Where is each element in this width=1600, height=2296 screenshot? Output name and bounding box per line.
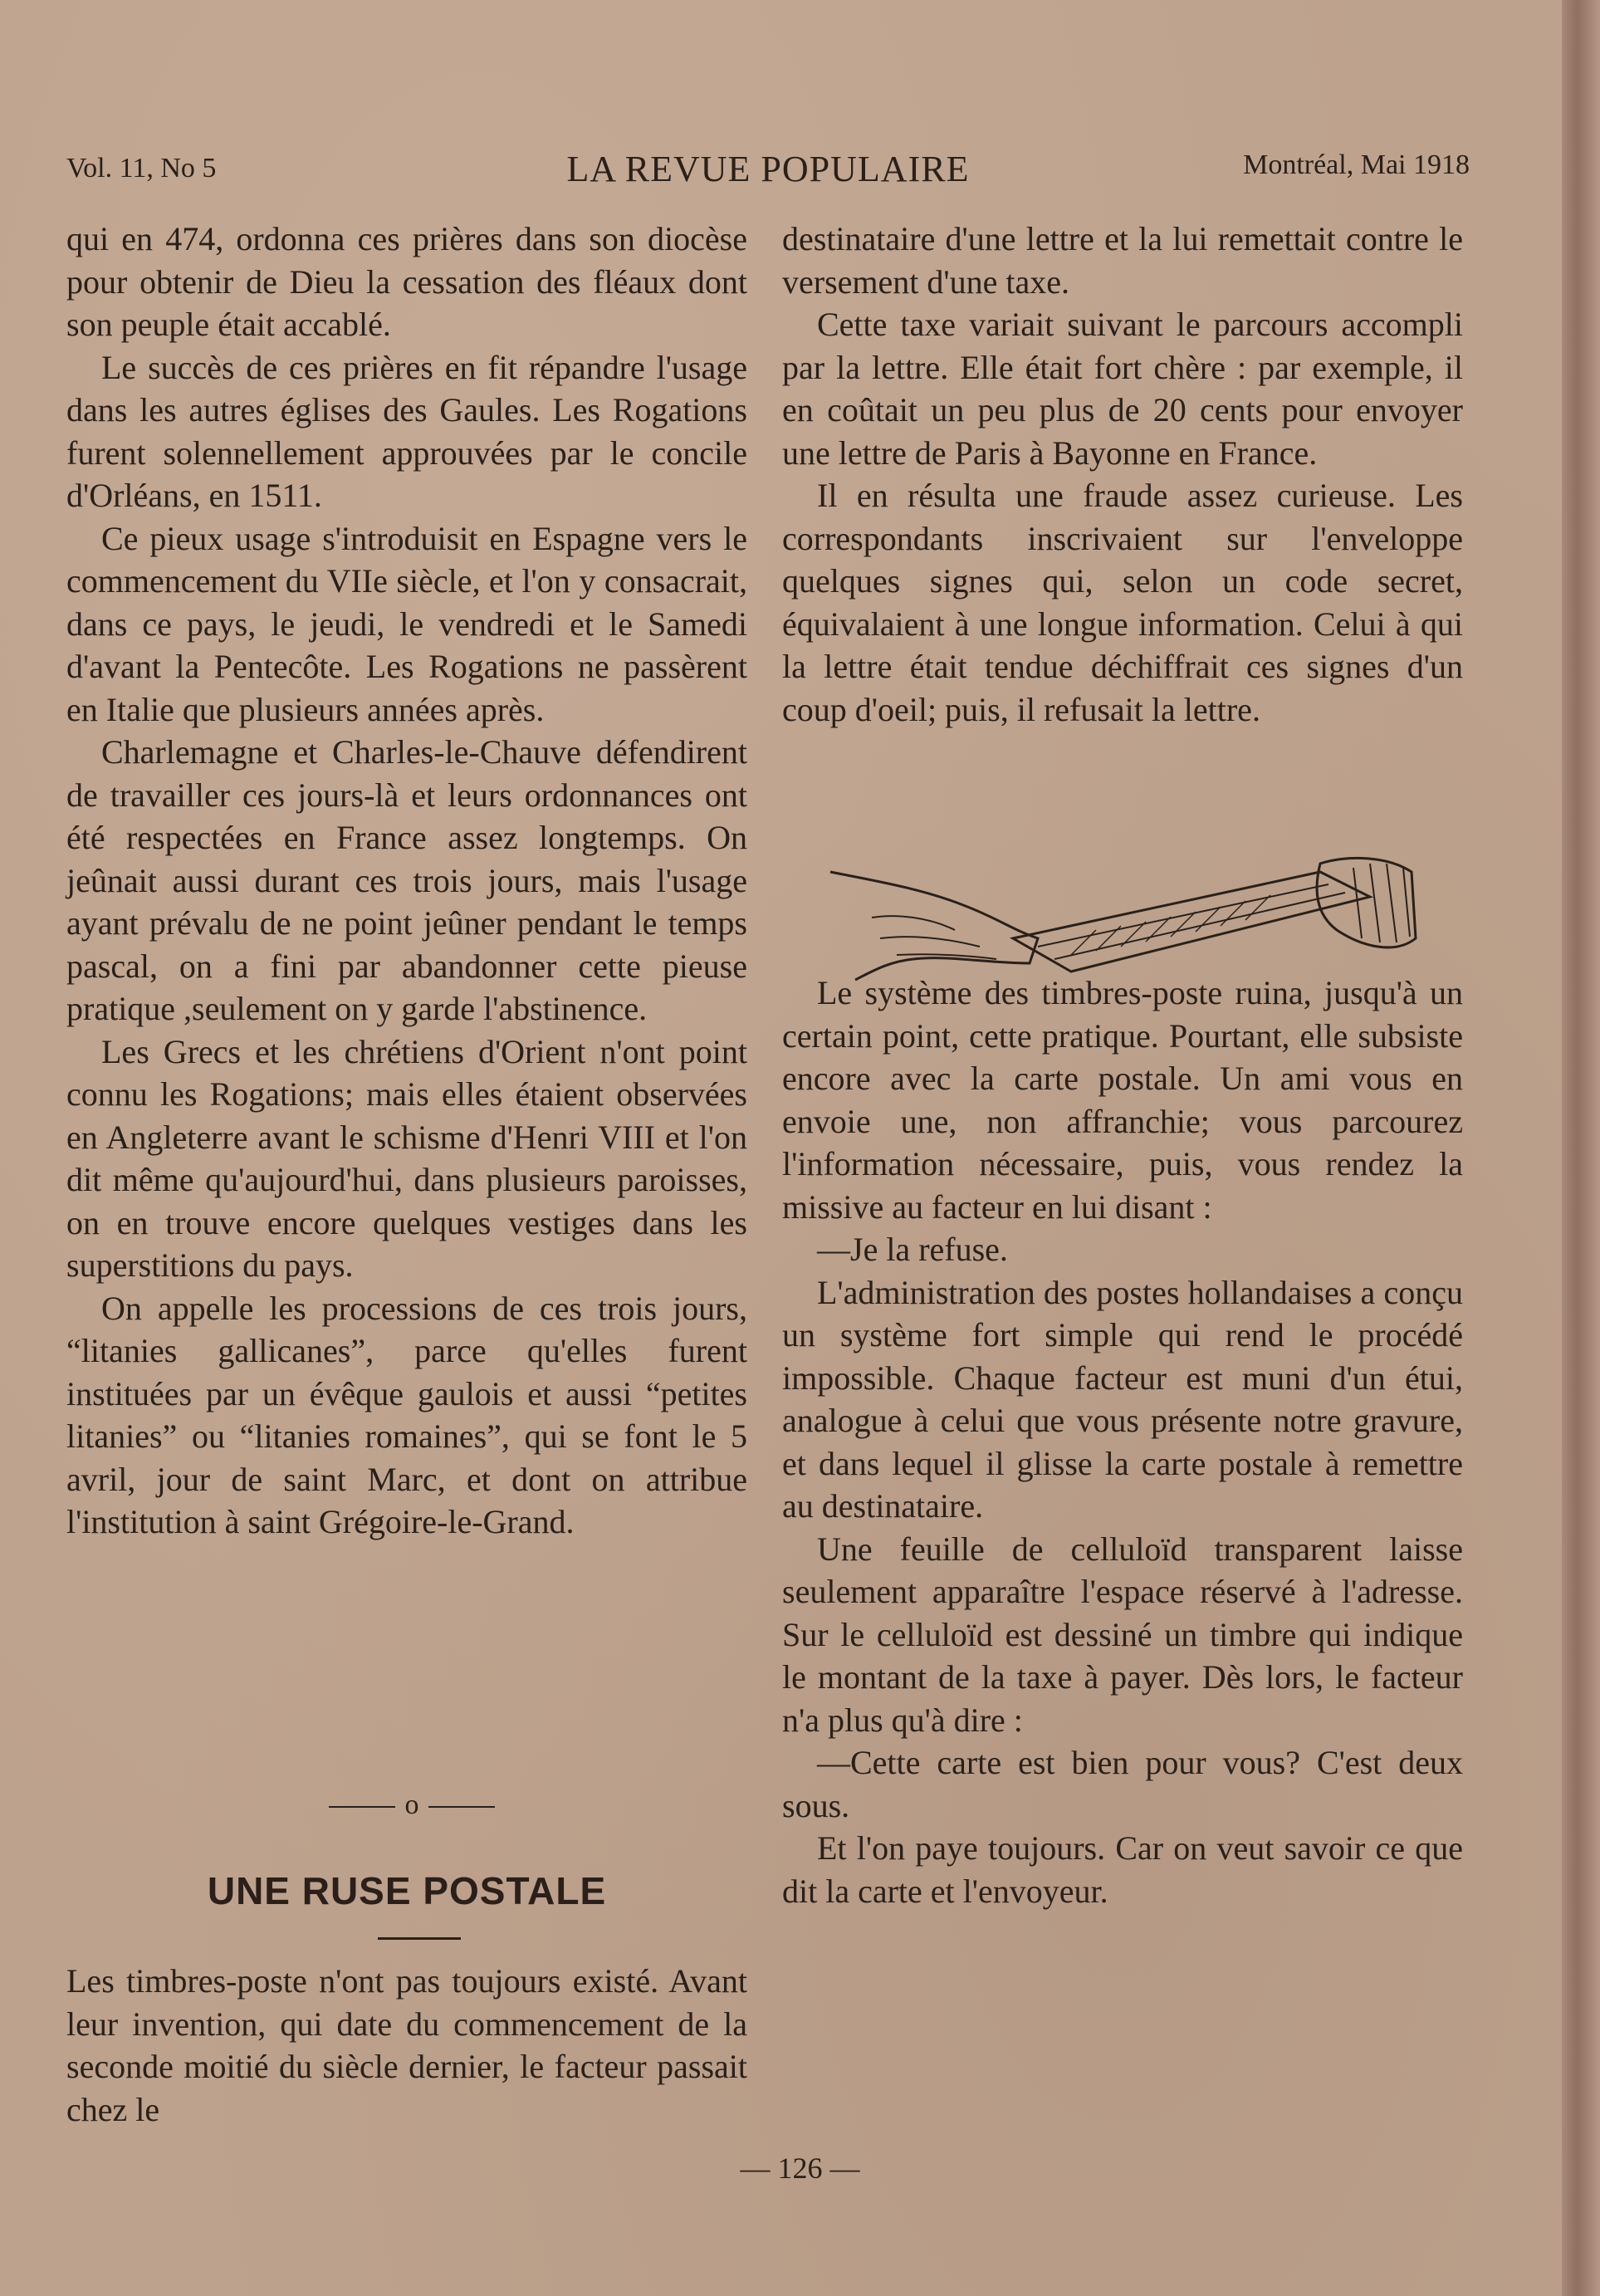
paragraph: Il en résulta une fraude assez curieuse. Les correspondants inscrivaient sur l'enveloppe quelques signes qui, selon un code secret, équivalaient à une longue information. Celui à qui la lettre était tendue déchiffrait ces signes d'un coup d'oeil; puis, il refusait la lettre. xyxy=(782,477,1463,728)
paragraph: Une feuille de celluloïd transparent laisse seulement apparaître l'espace réservé à l'adresse. Sur le celluloïd est dessiné un timbre qui indique le montant de la taxe à payer. Dès lors, le facteur n'a plus qu'à dire : xyxy=(782,1530,1463,1739)
journal-title: LA REVUE POPULAIRE xyxy=(566,149,970,189)
paragraph: L'administration des postes hollandaises a conçu un système fort simple qui rend le procédé impossible. Chaque facteur est muni d'un étui, analogue à celui que vous présente notre gravure, et dans lequel il glisse la carte postale à remettre au destinataire. xyxy=(782,1273,1463,1525)
article-start xyxy=(66,1960,747,2131)
paragraph: Le succès de ces prières en fit répandre l'usage dans les autres églises des Gaules. Les Rogations furent solennellement approuvées par le concile d'Orléans, en 1511. xyxy=(66,348,747,514)
engraving-hands-card-holder xyxy=(822,839,1428,1005)
paragraph: —Je la refuse. xyxy=(817,1231,1008,1268)
page-edge xyxy=(1562,0,1600,2296)
paragraph: On appelle les processions de ces trois jours, “litanies gallicanes”, parce qu'elles furent instituées par un évêque gaulois et aussi “petites litanies” ou “litanies romaines”, qui se font le 5 avril, jour de saint Marc, et dont on attribue l'institution à saint Grégoire-le-Grand. xyxy=(66,1289,747,1540)
section-divider xyxy=(320,1789,503,1823)
left-column xyxy=(66,218,747,1544)
paragraph: Et l'on paye toujours. Car on veut savoir ce que dit la carte et l'envoyeur. xyxy=(782,1829,1463,1910)
paragraph: Le système des timbres-poste ruina, jusqu'à un certain point, cette pratique. Pourtant, elle subsiste encore avec la carte postale. Un ami vous en envoie une, non affranchie; vous parcourez l'information nécessaire, puis, vous rendez la missive au facteur en lui disant : xyxy=(782,974,1463,1226)
page-number: — 126 — xyxy=(740,2152,860,2185)
issue-date: Montréal, Mai 1918 xyxy=(1243,149,1470,180)
paragraph: —Cette carte est bien pour vous? C'est deux sous. xyxy=(782,1744,1463,1824)
divider-line xyxy=(329,1806,395,1808)
paragraph: qui en 474, ordonna ces prières dans son diocèse pour obtenir de Dieu la cessation des fléaux dont son peuple était accablé. xyxy=(66,220,747,343)
paragraph: Les Grecs et les chrétiens d'Orient n'ont point connu les Rogations; mais elles étaient observées en Angleterre avant le schisme d'Henri VIII et l'on dit même qu'aujourd'hui, dans plusieurs paroisses, on en trouve encore quelques vestiges dans les superstitions du pays. xyxy=(66,1032,747,1284)
paragraph: Cette taxe variait suivant le parcours accompli par la lettre. Elle était fort chère : par exemple, il en coûtait un peu plus de 20 cents pour envoyer une lettre de Paris à Bayonne en France. xyxy=(782,306,1463,472)
paragraph: Ce pieux usage s'introduisit en Espagne vers le commencement du VIIe siècle, et l'on y consacrait, dans ce pays, le jeudi, le vendredi et le Samedi d'avant la Pentecôte. Les Rogations ne passèrent en Italie que plusieurs années après. xyxy=(66,519,747,728)
paragraph: destinataire d'une lettre et la lui remettait contre le versement d'une taxe. xyxy=(782,220,1463,301)
divider-mark: o xyxy=(404,1789,419,1820)
page-header xyxy=(66,148,1470,198)
title-rule xyxy=(378,1937,461,1940)
paragraph: Les timbres-poste n'ont pas toujours existé. Avant leur invention, qui date du commencement de la seconde moitié du siècle dernier, le facteur passait chez le xyxy=(66,1962,747,2128)
issue-volume: Vol. 11, No 5 xyxy=(66,153,217,184)
divider-line xyxy=(428,1806,495,1808)
paragraph: Charlemagne et Charles-le-Chauve défendirent de travailler ces jours-là et leurs ordonnances ont été respectées en France assez longtemps. On jeûnait aussi durant ces trois jours, mais l'usage ayant prévalu de ne point jeûner pendant le temps pascal, on a fini par abandonner cette pieuse pratique ,seulement on y garde l'abstinence. xyxy=(66,733,747,1027)
right-column xyxy=(782,218,1463,1912)
article-title: UNE RUSE POSTALE xyxy=(207,1869,607,1912)
